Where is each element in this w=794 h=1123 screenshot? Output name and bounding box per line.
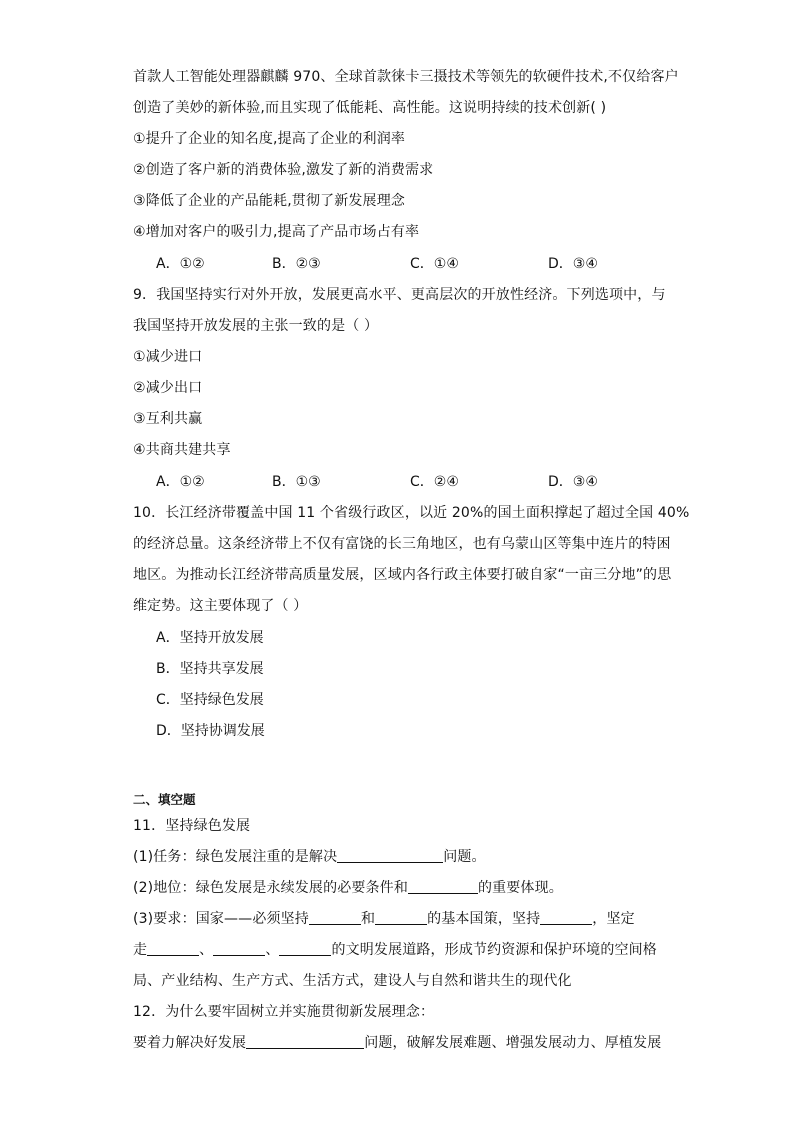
q11-part3-line1	[133, 910, 635, 928]
q12-part1-text-a: 要着力解决好发展	[133, 1035, 247, 1051]
q8-stem-line2: 创造了美妙的新体验,而且实现了低能耗、高性能。这说明持续的技术创新( )	[133, 100, 607, 116]
q12-part1-text-b: 问题，破解发展难题、增强发展动力、厚植发展	[364, 1035, 662, 1051]
q11-part3-text-f: 的文明发展道路，形成节约资源和保护环境的空间格	[331, 942, 657, 958]
q11-part3-sep-1: 、	[199, 942, 214, 958]
q11-part3-text-d: ，坚定	[592, 911, 635, 927]
q11-blank-4[interactable]	[375, 910, 427, 925]
q11-part3-text-e: 走	[133, 942, 148, 958]
q9-statement-3: ③互利共赢	[133, 411, 203, 427]
q11-blank-2[interactable]	[408, 879, 478, 894]
q10-option-a[interactable]: A．坚持开放发展	[156, 630, 264, 646]
q12-title: 12．为什么要牢固树立并实施贯彻新发展理念：	[133, 1004, 435, 1020]
q10-stem-line3: 地区。为推动长江经济带高质量发展，区域内各行政主体要打破自家“一亩三分地”的思	[133, 567, 672, 583]
q11-part3-text-a: (3)要求：国家——必须坚持	[133, 911, 309, 927]
q9-stem-line1: 9．我国坚持实行对外开放，发展更高水平、更高层次的开放性经济。下列选项中，与	[133, 287, 666, 303]
q11-part2	[133, 879, 563, 897]
q8-option-d[interactable]: D．③④	[548, 256, 598, 272]
q8-statement-4: ④增加对客户的吸引力,提高了产品市场占有率	[133, 224, 420, 240]
q8-option-b[interactable]: B．②③	[272, 256, 321, 272]
q11-blank-1[interactable]	[337, 848, 443, 863]
q11-part2-text-a: (2)地位：绿色发展是永续发展的必要条件和	[133, 880, 408, 896]
q10-option-b[interactable]: B．坚持共享发展	[156, 661, 264, 677]
q8-stem-line1: 首款人工智能处理器麒麟 970、全球首款徕卡三摄技术等领先的软硬件技术,不仅给客户	[133, 69, 679, 85]
q8-statement-1: ①提升了企业的知名度,提高了企业的利润率	[133, 131, 405, 147]
q12-blank-1[interactable]	[246, 1034, 364, 1049]
q11-part3-text-b: 和	[360, 911, 376, 927]
q10-stem-line4: 维定势。这主要体现了（ ）	[133, 598, 308, 614]
q11-part3-sep-2: 、	[265, 942, 280, 958]
q10-stem-line2: 的经济总量。这条经济带上不仅有富饶的长三角地区，也有乌蒙山区等集中连片的特困	[133, 536, 671, 552]
q8-statement-2: ②创造了客户新的消费体验,激发了新的消费需求	[133, 162, 434, 178]
q11-part2-text-b: 的重要体现。	[477, 880, 563, 896]
q11-part1	[133, 848, 486, 866]
q9-option-a[interactable]: A．①②	[156, 474, 205, 490]
q11-blank-8[interactable]	[279, 941, 331, 956]
q11-blank-5[interactable]	[540, 910, 592, 925]
q11-blank-3[interactable]	[309, 910, 361, 925]
q10-stem-line1: 10．长江经济带覆盖中国 11 个省级行政区，以近 20%的国土面积撑起了超过全国 40%	[133, 505, 690, 521]
q11-part3-line2	[133, 941, 657, 959]
q11-blank-7[interactable]	[213, 941, 265, 956]
q11-part1-text-a: (1)任务：绿色发展注重的是解决	[133, 849, 338, 865]
q10-option-d[interactable]: D．坚持协调发展	[156, 723, 265, 739]
q11-blank-6[interactable]	[147, 941, 199, 956]
q9-option-b[interactable]: B．①③	[272, 474, 321, 490]
q11-part3-text-c: 的基本国策，坚持	[427, 911, 541, 927]
q11-title: 11．坚持绿色发展	[133, 818, 251, 834]
q10-option-c[interactable]: C．坚持绿色发展	[156, 692, 264, 708]
q12-part1	[133, 1034, 661, 1052]
q8-statement-3: ③降低了企业的产品能耗,贯彻了新发展理念	[133, 193, 405, 209]
section-title-fill-in: 二、填空题	[133, 792, 196, 807]
q9-option-c[interactable]: C．②④	[410, 474, 459, 490]
q8-option-c[interactable]: C．①④	[410, 256, 459, 272]
q9-option-d[interactable]: D．③④	[548, 474, 598, 490]
q9-statement-4: ④共商共建共享	[133, 442, 231, 458]
q8-option-a[interactable]: A．①②	[156, 256, 205, 272]
q11-part1-text-b: 问题。	[443, 849, 486, 865]
q9-statement-1: ①减少进口	[133, 349, 203, 365]
q9-statement-2: ②减少出口	[133, 380, 203, 396]
q11-part3-line3: 局、产业结构、生产方式、生活方式，建设人与自然和谐共生的现代化	[133, 973, 572, 989]
q9-stem-line2: 我国坚持开放发展的主张一致的是（ ）	[133, 318, 379, 334]
